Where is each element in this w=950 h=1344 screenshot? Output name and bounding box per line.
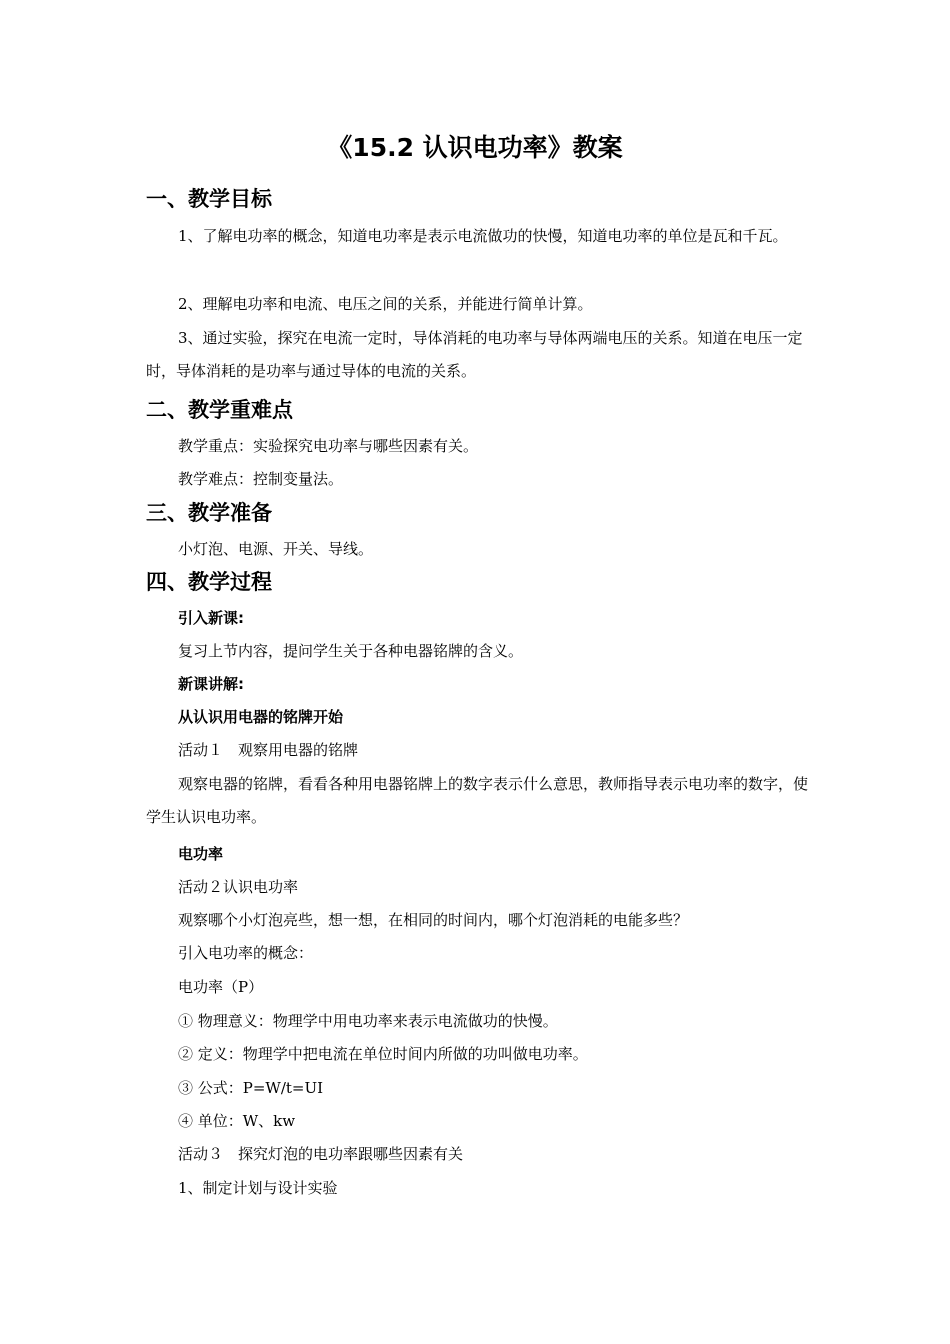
activity-1-text: 观察电器的铭牌，看看各种用电器铭牌上的数字表示什么意思，教师指导表示电功率的数字，使学生认识电功率。 bbox=[146, 775, 809, 826]
objective-2: 2、理解电功率和电流、电压之间的关系，并能进行简单计算。 bbox=[178, 295, 593, 313]
subheading-intro: 引入新课: bbox=[178, 609, 244, 627]
section-heading-process: 四、教学过程 bbox=[146, 570, 272, 594]
subheading-power: 电功率 bbox=[178, 845, 224, 863]
subheading-lecture: 新课讲解: bbox=[178, 675, 244, 693]
activity-2-title: 活动２认识电功率 bbox=[178, 878, 299, 896]
definition: ② 定义：物理学中把电流在单位时间内所做的功叫做电功率。 bbox=[178, 1045, 588, 1063]
intro-text: 复习上节内容，提问学生关于各种电器铭牌的含义。 bbox=[178, 642, 524, 660]
subheading-nameplate: 从认识用电器的铭牌开始 bbox=[178, 708, 344, 726]
formula: ③ 公式：P=W/t=UI bbox=[178, 1079, 324, 1097]
activity-1-title: 活动１ 观察用电器的铭牌 bbox=[178, 741, 359, 759]
concept-intro: 引入电功率的概念： bbox=[178, 944, 314, 962]
section-heading-preparation: 三、教学准备 bbox=[146, 501, 272, 525]
activity-3-title: 活动３ 探究灯泡的电功率跟哪些因素有关 bbox=[178, 1145, 464, 1163]
physical-meaning: ① 物理意义：物理学中用电功率来表示电流做功的快慢。 bbox=[178, 1012, 558, 1030]
key-point: 教学重点：实验探究电功率与哪些因素有关。 bbox=[178, 437, 479, 455]
section-heading-keypoints: 二、教学重难点 bbox=[146, 398, 293, 422]
objective-1: 1、了解电功率的概念，知道电功率是表示电流做功的快慢，知道电功率的单位是瓦和千瓦。 bbox=[178, 227, 788, 245]
plan-step-1: 1、制定计划与设计实验 bbox=[178, 1179, 338, 1197]
unit: ④ 单位：W、kw bbox=[178, 1112, 296, 1130]
document-title: 《15.2 认识电功率》教案 bbox=[327, 133, 623, 162]
activity-2-text: 观察哪个小灯泡亮些，想一想，在相同的时间内，哪个灯泡消耗的电能多些？ bbox=[178, 911, 689, 929]
power-symbol: 电功率（P） bbox=[178, 978, 264, 996]
difficult-point: 教学难点：控制变量法。 bbox=[178, 470, 344, 488]
objective-3: 3、通过实验，探究在电流一定时，导体消耗的电功率与导体两端电压的关系。知道在电压一定时，导体消耗的是功率与通过导体的电流的关系。 bbox=[146, 329, 803, 380]
preparation-materials: 小灯泡、电源、开关、导线。 bbox=[178, 540, 374, 558]
section-heading-objectives: 一、教学目标 bbox=[146, 187, 272, 211]
